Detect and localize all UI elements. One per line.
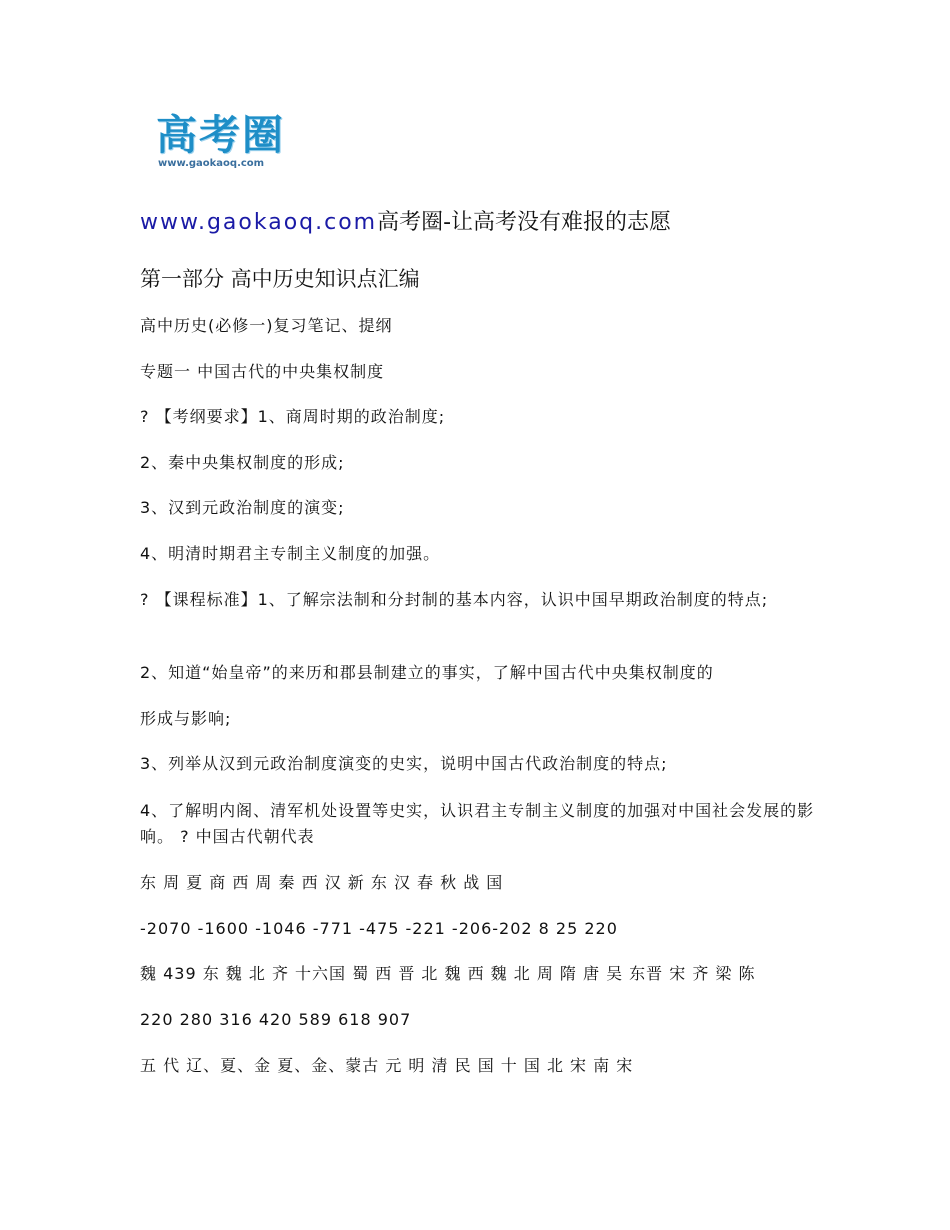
dynasty-row: 魏 439 东 魏 北 齐 十六国 蜀 西 晋 北 魏 西 魏 北 周 隋 唐 吴 东晋 宋 齐 梁 陈 <box>140 964 756 983</box>
standard-item: 4、了解明内阁、清军机处设置等史实，认识君主专制主义制度的加强对中国社会发展的影响。 ? 中国古代朝代表 <box>140 801 815 846</box>
syllabus-item: 4、明清时期君主专制主义制度的加强。 <box>140 544 441 563</box>
logo-title: 高考圈 <box>156 111 285 159</box>
section-subtitle: 高中历史(必修一)复习笔记、提纲 <box>140 316 393 335</box>
syllabus-item: 2、秦中央集权制度的形成; <box>140 453 345 472</box>
standard-item: ? 【课程标准】1、了解宗法制和分封制的基本内容，认识中国早期政治制度的特点; <box>140 590 769 609</box>
site-slogan: 高考圈-让高考没有难报的志愿 <box>377 210 672 235</box>
part-title: 第一部分 高中历史知识点汇编 <box>140 267 420 291</box>
syllabus-item: 3、汉到元政治制度的演变; <box>140 498 345 517</box>
dynasty-row: 东 周 夏 商 西 周 秦 西 汉 新 东 汉 春 秋 战 国 <box>140 873 504 892</box>
dynasty-years-row: -2070 -1600 -1046 -771 -475 -221 -206-202 8 25 220 <box>140 919 618 938</box>
standard-item: 3、列举从汉到元政治制度演变的史实，说明中国古代政治制度的特点; <box>140 754 668 773</box>
dynasty-years-row: 220 280 316 420 589 618 907 <box>140 1010 412 1029</box>
site-headline <box>140 205 671 236</box>
topic-heading: 专题一 中国古代的中央集权制度 <box>140 362 385 381</box>
standard-item: 形成与影响; <box>140 709 232 728</box>
syllabus-item: ? 【考纲要求】1、商周时期的政治制度; <box>140 407 446 426</box>
site-link[interactable]: www.gaokaoq.com <box>140 210 378 235</box>
dynasty-row: 五 代 辽、夏、金 夏、金、蒙古 元 明 清 民 国 十 国 北 宋 南 宋 <box>140 1056 634 1075</box>
gaokaoq-logo <box>156 112 312 174</box>
standard-item: 2、知道“始皇帝”的来历和郡县制建立的事实，了解中国古代中央集权制度的 <box>140 663 714 682</box>
logo-url: www.gaokaoq.com <box>158 158 265 169</box>
